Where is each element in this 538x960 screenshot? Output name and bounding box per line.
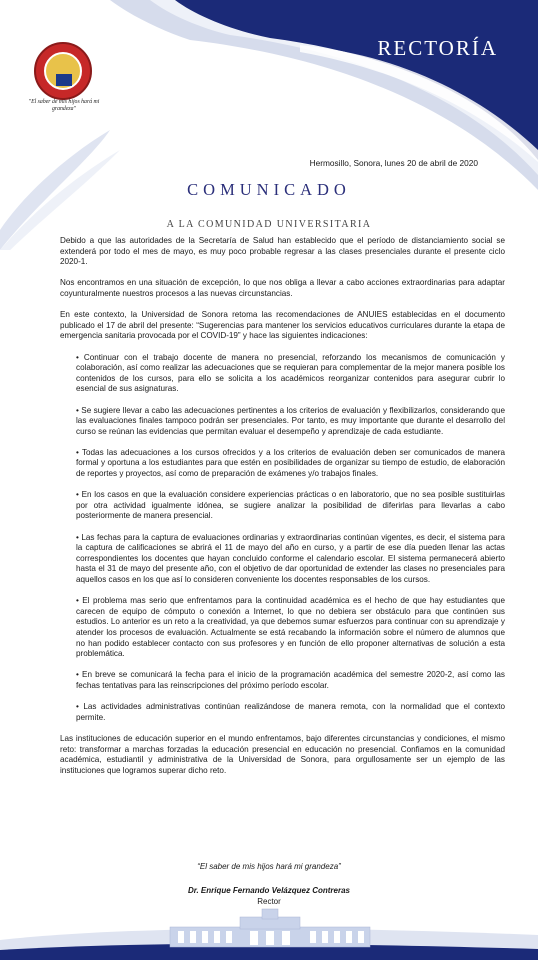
indication-item: • En los casos en que la evaluación considere experiencias prácticas o en laboratorio, que no sea posible sustituirlas por otra actividad igualmente idónea, se sugiere analizar la posibilidad de diferirlas para llevarlas a cabo posteriormente de manera presencial. bbox=[76, 490, 505, 521]
closing-paragraph: Las instituciones de educación superior en el mundo enfrentamos, bajo diferentes circunstancias y condiciones, el mismo reto: transformar a marchas forzadas la educación presencial en educación no presencial. Confiamos en la comunidad académica, estudiantil y administrativa de la Universidad de Sonora, para orgullosamente ser un ejemplo de las instituciones que logramos superar dicho reto. bbox=[60, 733, 505, 775]
indication-item: • El problema mas serio que enfrentamos para la continuidad académica es el hecho de que hay estudiantes que carecen de equipo de cómputo o conexión a Internet, lo que no debiera ser obstáculo para que continúen sus estudios. Lo anterior es un reto a la creatividad, ya que debemos sumar esfuerzos para continuar con su aprendizaje y atender los procesos de evaluación. Actualmente se está recabando la información sobre el número de alumnos que no han podido establecer contacto con sus profesores y en función de ello proponer alternativas de solución a esta problemática. bbox=[76, 596, 505, 659]
logo-motto: "El saber de mis hijos hará mi grandeza" bbox=[28, 99, 100, 112]
indication-item: • Las actividades administrativas continúan realizándose de manera remota, con la normalidad que el contexto permite. bbox=[76, 702, 505, 722]
date-line: Hermosillo, Sonora, lunes 20 de abril de 2020 bbox=[309, 158, 478, 168]
letter-body bbox=[60, 236, 505, 787]
indication-item: • Se sugiere llevar a cabo las adecuaciones pertinentes a los criterios de evaluación y flexibilizarlos, considerando que las evaluaciones finales tampoco podrán ser presenciales. Por tanto, es muy importante que durante el desarrollo del curso se reúnan las evidencias que permitan evaluar el desempeño y aprendizaje de cada estudiante. bbox=[76, 405, 505, 436]
university-seal-logo bbox=[34, 42, 92, 100]
indication-item: • Todas las adecuaciones a los cursos ofrecidos y a los criterios de evaluación deben ser comunicados de manera formal y oportuna a los estudiantes para que estén en posibilidades de organizar su tiempo de estudio, de elaboración de reportes y proyectos, así como de preparación de exámenes y/o trabajos finales. bbox=[76, 447, 505, 479]
signer-name: Dr. Enrique Fernando Velázquez Contreras bbox=[188, 886, 350, 895]
office-heading: RECTORÍA bbox=[377, 36, 498, 60]
indication-item: • Las fechas para la captura de evaluaciones ordinarias y extraordinarias continúan vigentes, es decir, el sistema para la captura de calificaciones se abrirá el 11 de mayo del año en curso, y a partir de ese día pueden llenar las actas correspondientes los docentes que hayan concluido conforme el calendario escolar. El sistema permanecerá abierto hasta el 31 de mayo del presente año, con el objetivo de dar oportunidad de extender las clases no presenciales para aquellos casos en los que así lo consideren conveniente los docentes responsables de los cursos. bbox=[76, 532, 505, 584]
body-paragraph: Nos encontramos en una situación de excepción, lo que nos obliga a llevar a cabo acciones extraordinarias para adaptar coyunturalmente nuestros procesos a las nuevas circunstancias. bbox=[60, 278, 505, 298]
signer-title: Rector bbox=[257, 897, 281, 906]
document-subtitle: A LA COMUNIDAD UNIVERSITARIA bbox=[166, 219, 372, 230]
indication-item: • En breve se comunicará la fecha para el inicio de la programación académica del semestre 2020-2, así como las fechas tentativas para las reinscripciones del próximo período escolar. bbox=[76, 670, 505, 690]
footer-motto: “El saber de mis hijos hará mi grandeza” bbox=[197, 862, 341, 871]
footer-building-decoration bbox=[0, 905, 538, 960]
document-title: COMUNICADO bbox=[187, 180, 351, 199]
body-paragraph: Debido a que las autoridades de la Secretaría de Salud han establecido que el período de distanciamiento social se extenderá por todo el mes de mayo, es muy poco probable regresar a las clases presenciales durante el presente ciclo 2020-1. bbox=[60, 236, 505, 267]
body-paragraph: En este contexto, la Universidad de Sonora retoma las recomendaciones de ANUIES establecidas en el documento publicado el 17 de abril del presente: “Sugerencias para mantener los servicios educativos curriculares durante la etapa de emergencia sanitaria provocada por el COVID-19” y hace las siguientes indicaciones: bbox=[60, 310, 505, 341]
indication-item: • Continuar con el trabajo docente de manera no presencial, reforzando los mecanismos de comunicación y colaboración, así como realizar las adecuaciones que se requieran para complementar de la mejor manera posible los contenidos de los cursos, para ello se solicita a los académicos reorganizar contenidos para asegurar cubrir lo esencial de sus asignaturas. bbox=[76, 352, 505, 394]
